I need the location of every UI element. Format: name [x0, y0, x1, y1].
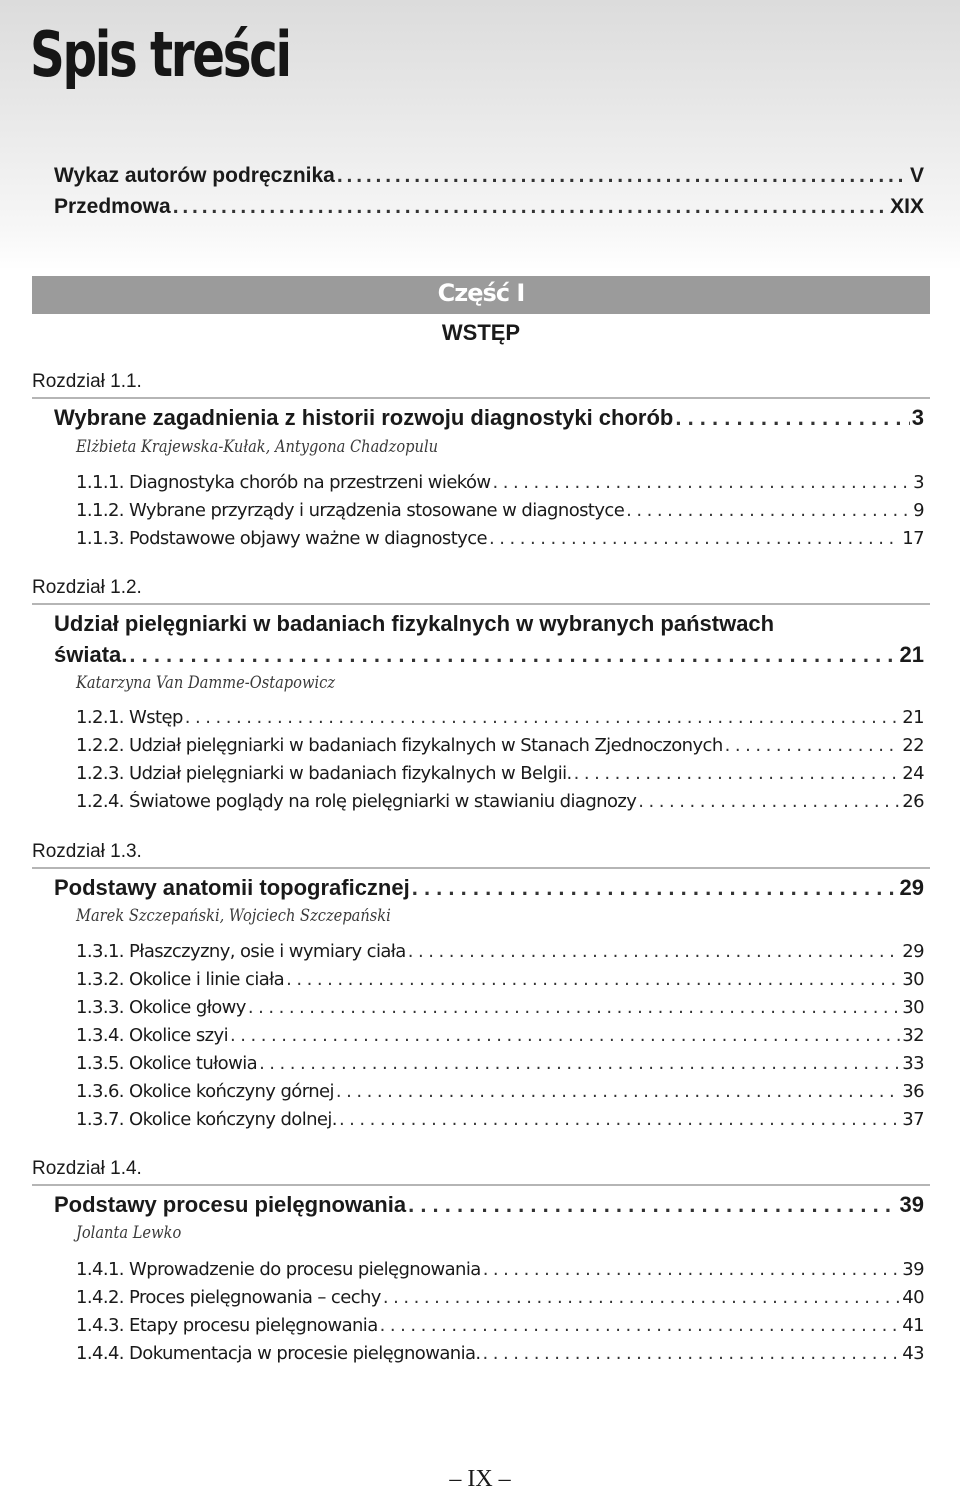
section-title: 1.2.1. Wstęp: [76, 707, 183, 728]
entry-title: Wykaz autorów podręcznika: [54, 164, 335, 187]
dot-leader: [129, 642, 897, 668]
chapter-title: świata.: [54, 642, 128, 667]
section-page: 30: [902, 969, 924, 990]
section-page: 39: [902, 1259, 924, 1280]
toc-chapter-1-1[interactable]: [54, 405, 924, 431]
chapter-rule: [32, 603, 930, 605]
section-page: 22: [902, 735, 924, 756]
section-page: 29: [902, 941, 924, 962]
toc-section[interactable]: [76, 472, 924, 493]
section-title: 1.3.1. Płaszczyzny, osie i wymiary ciała: [76, 941, 406, 962]
section-page: 41: [902, 1315, 924, 1336]
section-title: 1.2.3. Udział pielęgniarki w badaniach fizykalnych w Belgii.: [76, 763, 572, 784]
toc-entry-preface[interactable]: [54, 195, 924, 219]
section-title: 1.1.3. Podstawowe objawy ważne w diagnostyce: [76, 528, 487, 549]
part-label: Część I: [437, 279, 525, 307]
chapter-title: Wybrane zagadnienia z historii rozwoju diagnostyki chorób: [54, 405, 674, 430]
section-title: 1.1.2. Wybrane przyrządy i urządzenia stosowane w diagnostyce: [76, 500, 625, 521]
chapter-page: 3: [911, 405, 924, 430]
toc-section[interactable]: [76, 763, 924, 784]
toc-section[interactable]: [76, 1343, 924, 1364]
toc-section[interactable]: [76, 1109, 924, 1130]
toc-section[interactable]: [76, 1259, 924, 1280]
page-title: Spis treści: [30, 18, 290, 91]
dot-leader: [412, 875, 898, 901]
section-title: 1.2.2. Udział pielęgniarki w badaniach fizykalnych w Stanach Zjednoczonych: [76, 735, 723, 756]
section-page: 33: [902, 1053, 924, 1074]
section-page: 40: [902, 1287, 924, 1308]
toc-entry-authors-list[interactable]: [54, 164, 924, 188]
section-page: 32: [902, 1025, 924, 1046]
section-title: 1.3.2. Okolice i linie ciała: [76, 969, 285, 990]
section-page: 26: [902, 791, 924, 812]
entry-title: Przedmowa: [54, 195, 171, 218]
chapter-title-line[interactable]: Udział pielęgniarki w badaniach fizykalnych w wybranych państwach: [54, 611, 775, 636]
dot-leader: [725, 735, 901, 756]
entry-page: V: [909, 164, 924, 187]
section-title: 1.2.4. Światowe poglądy na rolę pielęgniarki w stawianiu diagnozy: [76, 791, 637, 812]
chapter-label: Rozdział 1.3.: [32, 841, 142, 862]
section-page: 24: [902, 763, 924, 784]
chapter-rule: [32, 867, 930, 869]
section-title: 1.3.5. Okolice tułowia: [76, 1053, 258, 1074]
section-page: 21: [902, 707, 924, 728]
section-title: 1.3.3. Okolice głowy: [76, 997, 246, 1018]
toc-section[interactable]: [76, 997, 924, 1018]
toc-section[interactable]: [76, 969, 924, 990]
section-title: 1.4.3. Etapy procesu pielęgnowania: [76, 1315, 378, 1336]
dot-leader: [483, 1343, 901, 1364]
toc-section[interactable]: [76, 1081, 924, 1102]
dot-leader: [408, 941, 901, 962]
section-page: 37: [902, 1109, 924, 1130]
dot-leader: [248, 997, 900, 1018]
section-title: 1.4.1. Wprowadzenie do procesu pielęgnowania: [76, 1259, 481, 1280]
dot-leader: [185, 707, 901, 728]
toc-section[interactable]: [76, 941, 924, 962]
dot-leader: [675, 405, 909, 431]
dot-leader: [574, 763, 901, 784]
section-title: 1.3.4. Okolice szyi: [76, 1025, 228, 1046]
section-title: 1.4.4. Dokumentacja w procesie pielęgnowania.: [76, 1343, 481, 1364]
dot-leader: [337, 164, 908, 188]
dot-leader: [493, 472, 912, 493]
dot-leader: [638, 791, 900, 812]
chapter-page: 29: [899, 875, 924, 900]
toc-section[interactable]: [76, 707, 924, 728]
toc-section[interactable]: [76, 735, 924, 756]
chapter-authors: Marek Szczepański, Wojciech Szczepański: [76, 906, 391, 926]
dot-leader: [380, 1315, 901, 1336]
dot-leader: [383, 1287, 900, 1308]
dot-leader: [483, 1259, 901, 1280]
toc-section[interactable]: [76, 1025, 924, 1046]
chapter-page: 21: [899, 642, 924, 667]
toc-chapter-1-3[interactable]: [54, 875, 924, 901]
toc-section[interactable]: [76, 1287, 924, 1308]
dot-leader: [173, 195, 888, 219]
dot-leader: [286, 969, 900, 990]
section-title: 1.3.6. Okolice kończyny górnej: [76, 1081, 334, 1102]
section-title: 1.1.1. Diagnostyka chorób na przestrzeni wieków: [76, 472, 491, 493]
section-page: 17: [902, 528, 924, 549]
dot-leader: [339, 1109, 900, 1130]
toc-section[interactable]: [76, 791, 924, 812]
chapter-label: Rozdział 1.1.: [32, 371, 142, 392]
section-page: 36: [902, 1081, 924, 1102]
toc-chapter-1-2[interactable]: [54, 642, 924, 668]
section-page: 9: [913, 500, 924, 521]
toc-chapter-1-4[interactable]: [54, 1192, 924, 1218]
dot-leader: [626, 500, 911, 521]
page-number: – IX –: [449, 1466, 511, 1492]
chapter-label: Rozdział 1.4.: [32, 1158, 142, 1179]
chapter-title: Podstawy anatomii topograficznej: [54, 875, 410, 900]
dot-leader: [336, 1081, 900, 1102]
section-page: 3: [913, 472, 924, 493]
chapter-label: Rozdział 1.2.: [32, 577, 142, 598]
chapter-authors: Jolanta Lewko: [76, 1223, 182, 1243]
entry-page: XIX: [890, 195, 924, 218]
chapter-rule: [32, 397, 930, 399]
section-page: 30: [902, 997, 924, 1018]
dot-leader: [230, 1025, 900, 1046]
section-title: 1.4.2. Proces pielęgnowania – cechy: [76, 1287, 381, 1308]
toc-section[interactable]: [76, 1053, 924, 1074]
toc-section[interactable]: [76, 500, 924, 521]
toc-section[interactable]: [76, 1315, 924, 1336]
chapter-authors: Katarzyna Van Damme-Ostapowicz: [76, 673, 336, 693]
section-page: 43: [902, 1343, 924, 1364]
dot-leader: [408, 1192, 897, 1218]
section-title: 1.3.7. Okolice kończyny dolnej.: [76, 1109, 337, 1130]
chapter-title: Podstawy procesu pielęgnowania: [54, 1192, 407, 1217]
chapter-rule: [32, 1184, 930, 1186]
dot-leader: [489, 528, 900, 549]
toc-section[interactable]: [76, 528, 924, 549]
part-name: WSTĘP: [441, 320, 521, 345]
part-band: [32, 276, 930, 314]
dot-leader: [259, 1053, 900, 1074]
chapter-authors: Elżbieta Krajewska-Kułak, Antygona Chadzopulu: [76, 437, 439, 457]
chapter-page: 39: [899, 1192, 924, 1217]
